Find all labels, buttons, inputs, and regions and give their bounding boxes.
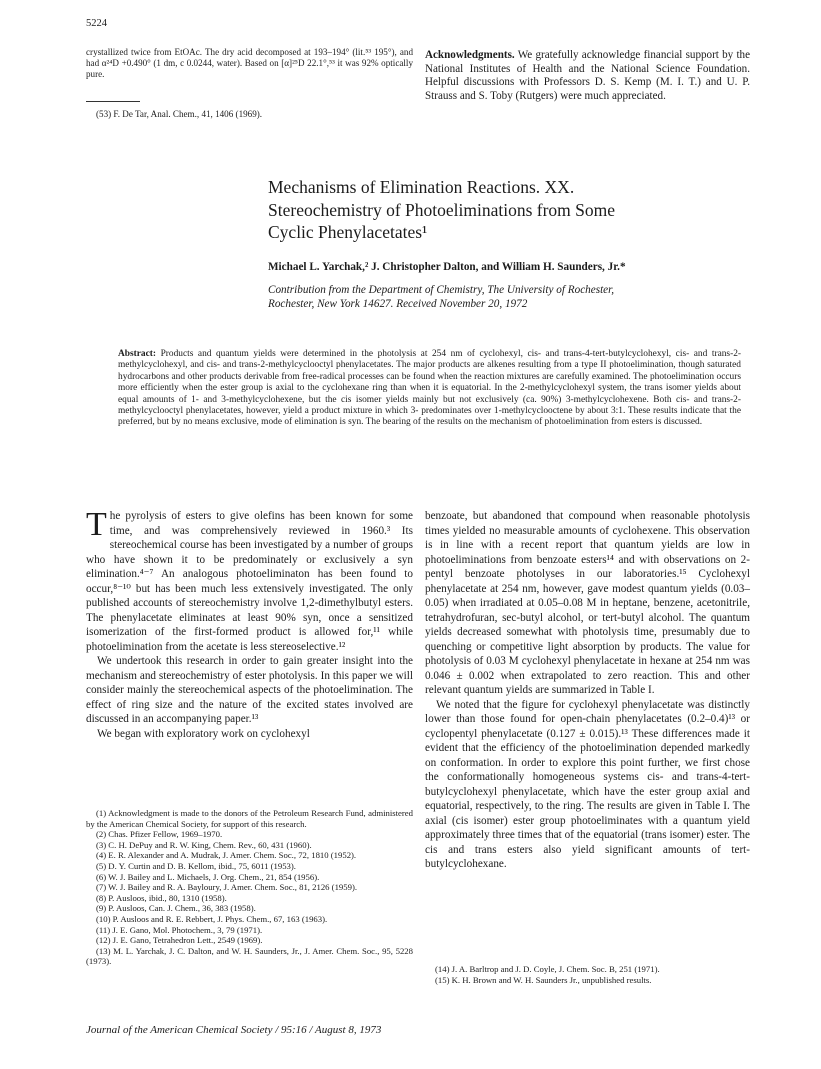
- acknowledgments: [425, 49, 750, 103]
- affiliation-line: Contribution from the Department of Chemistry, The University of Rochester,: [268, 284, 615, 296]
- footnote: (13) M. L. Yarchak, J. C. Dalton, and W. H. Saunders, Jr., J. Amer. Chem. Soc., 95, 5228 (1973).: [86, 945, 413, 967]
- drop-cap: T: [86, 506, 107, 543]
- footnote: (12) J. E. Gano, Tetrahedron Lett., 2549 (1969).: [96, 935, 263, 946]
- abstract-label: Abstract:: [118, 349, 157, 359]
- previous-article-footnote: (53) F. De Tar, Anal. Chem., 41, 1406 (1969).: [96, 109, 263, 119]
- footnote: (8) P. Ausloos, ibid., 80, 1310 (1958).: [96, 892, 227, 903]
- footnote: (2) Chas. Pfizer Fellow, 1969–1970.: [96, 829, 223, 840]
- footnote: (10) P. Ausloos and R. E. Rebbert, J. Phys. Chem., 67, 163 (1963).: [96, 913, 328, 924]
- acknowledgments-label: Acknowledgments.: [425, 49, 515, 61]
- paragraph: [86, 506, 413, 654]
- divider-rule: [86, 101, 140, 102]
- right-column-body: [425, 509, 750, 872]
- journal-footer: Journal of the American Chemical Society / 95:16 / August 8, 1973: [86, 1024, 382, 1036]
- footnote: (5) D. Y. Curtin and D. B. Kellom, ibid., 75, 6011 (1953).: [96, 860, 296, 871]
- previous-article-text: crystallized twice from EtOAc. The dry acid decomposed at 193–194° (lit.⁵³ 195°), and had α²⁴D +0.490° (1 dm, c 0.0244, water). Based on [α]²⁵D 22.1°,⁵³ it was 92% optically pure.: [86, 47, 413, 80]
- paragraph-text: he pyrolysis of esters to give olefins has been known for some time, and was comprehensively reviewed in 1960.³ Its stereochemical course has been investigated by a number of groups who have shown it to be predominately or exclusively a syn elimination.⁴⁻⁷ An analogous photoeliminaton has been found to occur,⁸⁻¹⁰ but has been much less extensively investigated. The only published accounts of stereochemistry involve 1,2-dimethylbutyl esters. The phenylacetate eliminates at least 90% syn, once a sensitized isomerization of the first-formed product is allowed for,¹¹ while photoelimination from the acetate is less stereoselective.¹²: [86, 510, 413, 653]
- abstract-text: Products and quantum yields were determined in the photolysis at 254 nm of cyclohexyl, cis- and trans-4-tert-butylcyclohexyl, cis- and trans-2-methylcyclohexyl, and cis- and trans-2-methylcyclooctyl phenylacetates. The major products are alkenes resulting from a type II photoelimination, though saturated hydrocarbons and other products derivable from free-radical processes can be found when the reaction mixtures are carefully examined. The photoelimination occurs more efficiently when the ester group is axial to the cyclohexane ring than when it is equatorial. In the 2-methylcyclohexyl system, the trans isomer yields about equal amounts of 1- and 3-methylcyclohexene, but the cis isomer yields mainly but not exclusively (ca. 90%) 3-methylcyclohexene. Both cis- and trans-2-methylcyclooctyl phenylacetates, however, yield a product mixture in which 3- predominates over 1-methylcyclooctene by about 3:1. These results indicate that the preferred, but by no means exclusive, mode of elimination is syn. The bearing of the results on the mechanism of photoelimination from esters is discussed.: [118, 349, 741, 428]
- footnote: (4) E. R. Alexander and A. Mudrak, J. Amer. Chem. Soc., 72, 1810 (1952).: [96, 850, 357, 861]
- paragraph: benzoate, but abandoned that compound when reasonable photolysis times yielded no measurable amounts of cyclohexene. This observation is in line with a recent report that quantum yields are low in photoeliminations from benzoate esters¹⁴ and with observations on 2-pentyl benzoate photolyses in our laboratories.¹⁵ Cyclohexyl phenylacetate at 254 nm, however, gave modest quantum yields (0.03–0.05) when irradiated at 0.05–0.08 M in heptane, benzene, acetonitrile, tetrahydrofuran, sec-butyl alcohol, or tert-butyl alcohol. The quantum yields decreased somewhat with photolysis time, presumably due to quenching or competitive light absorption by products. The value for photolysis of 0.03 M cyclohexyl phenylacetate in hexane at 254 nm was 0.046 ± 0.002 when extrapolated to zero reaction. This and other relevant quantum yields are summarized in Table I.: [425, 510, 750, 696]
- footnote: (9) P. Ausloos, Can. J. Chem., 36, 383 (1958).: [96, 903, 256, 914]
- paragraph: We began with exploratory work on cyclohexyl: [97, 727, 310, 740]
- paragraph: We noted that the figure for cyclohexyl phenylacetate was distinctly lower than those found for open-chain phenylacetates (0.2–0.4)¹³ or cyclopentyl phenylacetate (0.127 ± 0.015).¹³ These differences made it evident that the efficiency of the photoelimination depended markedly on conformation. In order to explore this point further, we first chose the conformationally homogeneous systems cis- and trans-4-tert-butylcyclohexyl phenylacetate, which have the ester group axial and equatorial, respectively, to the ring. The results are given in Table I. The axial (cis isomer) ester group photoeliminates with a quantum yield approximately three times that of the equatorial (trans isomer) ester. The cis and trans esters also yield significant amounts of tert-butylcyclohexane.: [425, 698, 750, 870]
- footnote: (7) W. J. Bailey and R. A. Bayloury, J. Amer. Chem. Soc., 81, 2126 (1959).: [96, 882, 358, 893]
- title-line: Stereochemistry of Photoeliminations from Some: [268, 199, 616, 220]
- page-number: 5224: [86, 18, 107, 29]
- paragraph: We undertook this research in order to gain greater insight into the mechanism and stereochemistry of ester photolysis. In this paper we will consider mainly the stereochemical aspects of the photoelimination. The effect of ring size and the nature of the excited states involved are discussed in an accompanying paper.¹³: [86, 655, 413, 725]
- footnote: (3) C. H. DePuy and R. W. King, Chem. Rev., 60, 431 (1960).: [96, 839, 312, 850]
- right-footnotes: [425, 964, 750, 985]
- left-column-body: [86, 506, 413, 741]
- left-footnotes: [86, 808, 413, 967]
- footnote: (14) J. A. Barltrop and J. D. Coyle, J. Chem. Soc. B, 251 (1971).: [435, 964, 660, 974]
- footnote: (15) K. H. Brown and W. H. Saunders Jr., unpublished results.: [435, 974, 652, 985]
- article-title: [268, 176, 698, 244]
- acknowledgments-text: We gratefully acknowledge financial support by the National Institutes of Health and the National Science Foundation. Helpful discussions with Professors D. S. Kemp (M. I. T.) and U. P. Strauss and S. Toby (Rutgers) were much appreciated.: [425, 49, 750, 102]
- footnote: (1) Acknowledgment is made to the donors of the Petroleum Research Fund, administered by the American Chemical Society, for support of this research.: [86, 808, 413, 829]
- affiliation: [268, 283, 748, 311]
- footnote: (11) J. E. Gano, Mol. Photochem., 3, 79 (1971).: [96, 924, 263, 935]
- affiliation-line: Rochester, New York 14627. Received November 20, 1972: [268, 298, 528, 310]
- title-line: Mechanisms of Elimination Reactions. XX.: [268, 177, 575, 197]
- abstract: [118, 349, 741, 429]
- footnote: (6) W. J. Bailey and L. Michaels, J. Org. Chem., 21, 854 (1956).: [96, 871, 320, 882]
- title-line: Cyclic Phenylacetates¹: [268, 222, 428, 242]
- author-list: Michael L. Yarchak,² J. Christopher Dalton, and William H. Saunders, Jr.*: [268, 261, 626, 273]
